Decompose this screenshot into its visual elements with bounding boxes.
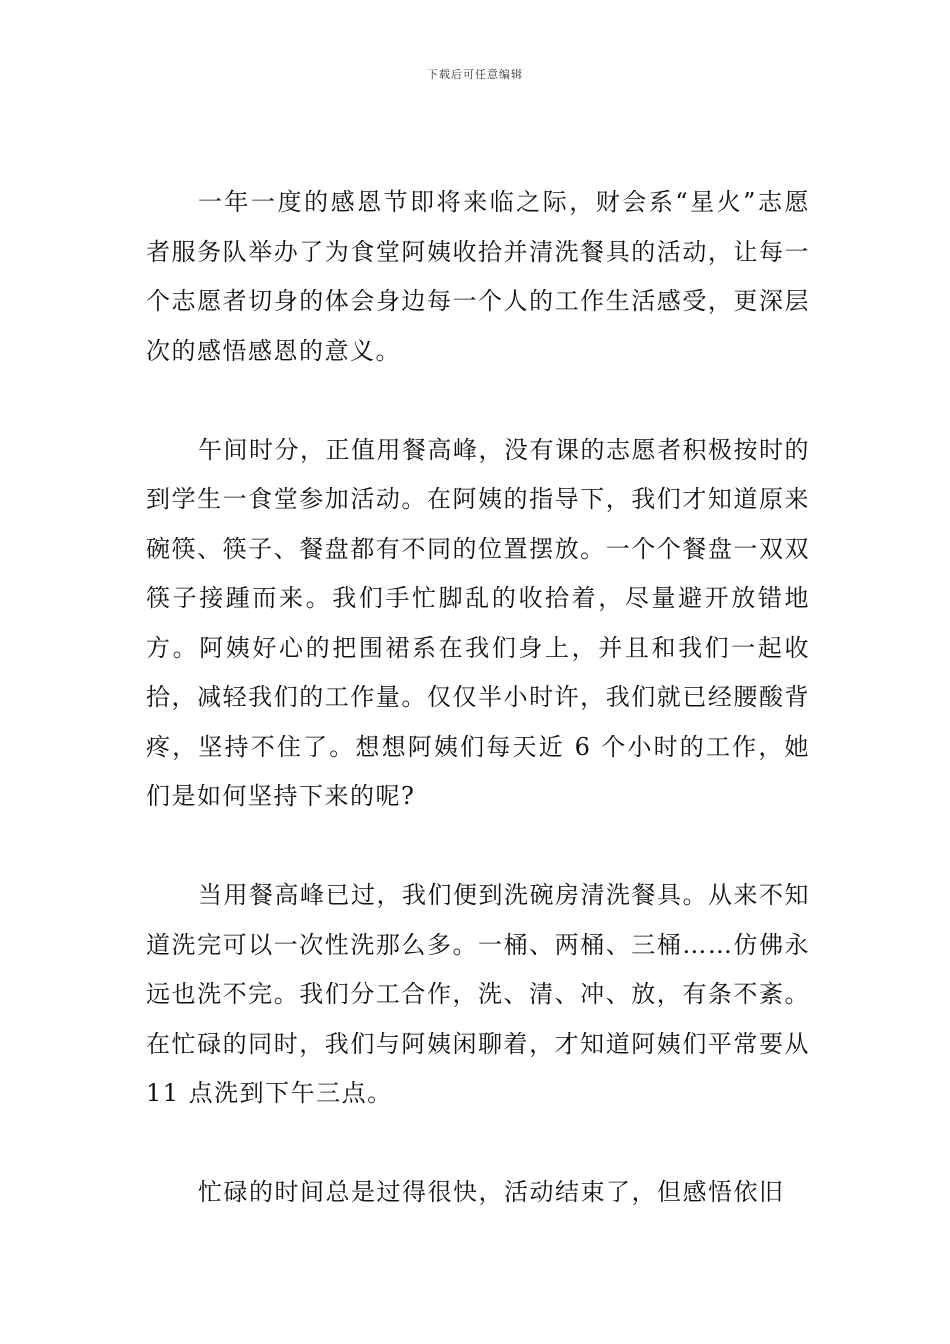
document-body <box>146 178 810 1218</box>
paragraph-4: 忙碌的时间总是过得很快，活动结束了，但感悟依旧 <box>198 1178 785 1206</box>
paragraph-3: 当用餐高峰已过，我们便到洗碗房清洗餐具。从来不知道洗完可以一次性洗那么多。一桶、两桶、三桶……仿佛永远也洗不完。我们分工合作，洗、清、冲、放，有条不紊。在忙碌的同时，我们与阿姨闲聊着，才知道阿姨们平常要从 11 点洗到下午三点。 <box>146 881 810 1107</box>
paragraph-2: 午间时分，正值用餐高峰，没有课的志愿者积极按时的到学生一食堂参加活动。在阿姨的指导下，我们才知道原来碗筷、筷子、餐盘都有不同的位置摆放。一个个餐盘一双双筷子接踵而来。我们手忙脚乱的收拾着，尽量避开放错地方。阿姨好心的把围裙系在我们身上，并且和我们一起收拾，减轻我们的工作量。仅仅半小时许，我们就已经腰酸背疼，坚持不住了。想想阿姨们每天近 6 个小时的工作，她们是如何坚持下来的呢? <box>146 435 810 810</box>
paragraph-1: 一年一度的感恩节即将来临之际，财会系“星火”志愿者服务队举办了为食堂阿姨收拾并清洗餐具的活动，让每一个志愿者切身的体会身边每一个人的工作生活感受，更深层次的感悟感恩的意义。 <box>146 188 810 365</box>
page-header: 下载后可任意编辑 <box>427 68 523 81</box>
